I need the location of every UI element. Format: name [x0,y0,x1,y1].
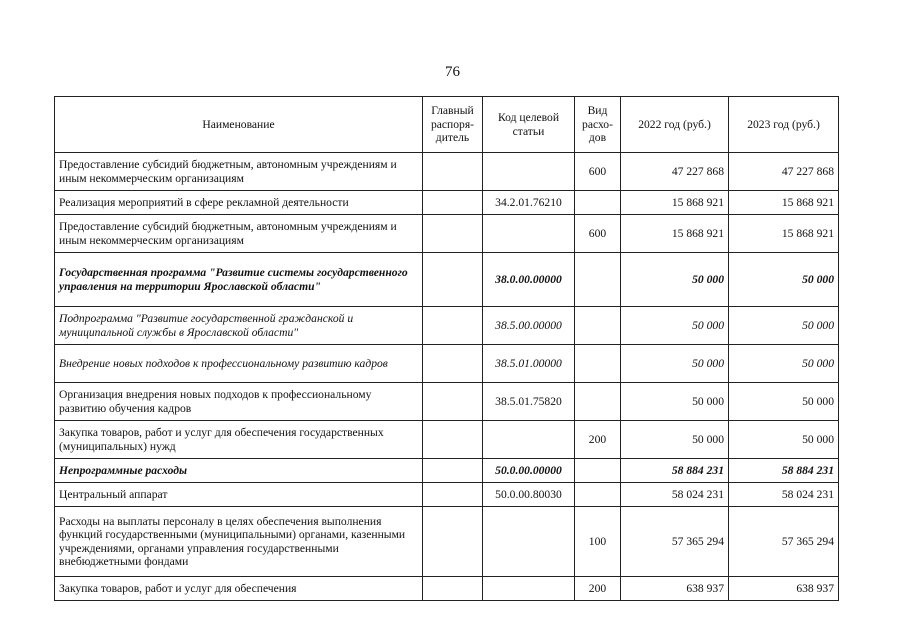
cell-year-2022: 15 868 921 [621,191,729,215]
cell-name: Организация внедрения новых подходов к профессиональному развитию обучения кадров [55,383,423,421]
cell-year-2023: 58 024 231 [729,483,839,507]
page-number: 76 [445,64,460,80]
cell-year-2022: 58 884 231 [621,459,729,483]
table-row [55,483,839,507]
budget-table [54,96,839,601]
cell-name: Закупка товаров, работ и услуг для обеспечения государственных (муниципальных) нужд [55,421,423,459]
cell-expense-type [575,253,621,307]
cell-name: Предоставление субсидий бюджетным, автономным учреждениям и иным некоммерческим организациям [55,153,423,191]
cell-name: Внедрение новых подходов к профессиональному развитию кадров [55,345,423,383]
table-row [55,383,839,421]
cell-year-2023: 15 868 921 [729,215,839,253]
cell-main-administrator [423,459,483,483]
cell-main-administrator [423,577,483,601]
table-row [55,421,839,459]
cell-target-code: 38.5.00.00000 [483,307,575,345]
cell-main-administrator [423,191,483,215]
cell-year-2022: 50 000 [621,383,729,421]
table-row [55,153,839,191]
cell-year-2023: 50 000 [729,307,839,345]
cell-name: Непрограммные расходы [55,459,423,483]
table-header-row [55,97,839,153]
cell-target-code [483,577,575,601]
cell-year-2023: 15 868 921 [729,191,839,215]
cell-year-2022: 50 000 [621,253,729,307]
cell-name: Государственная программа "Развитие системы государственного управления на территории Ярославской области" [55,253,423,307]
cell-target-code [483,215,575,253]
header-name: Наименование [55,97,423,153]
header-year-2023: 2023 год (руб.) [729,97,839,153]
header-expense-type: Вид расхо-дов [575,97,621,153]
cell-expense-type [575,383,621,421]
cell-main-administrator [423,383,483,421]
table-row [55,345,839,383]
cell-main-administrator [423,153,483,191]
cell-year-2023: 58 884 231 [729,459,839,483]
cell-year-2022: 58 024 231 [621,483,729,507]
cell-year-2022: 15 868 921 [621,215,729,253]
cell-expense-type [575,191,621,215]
cell-name: Предоставление субсидий бюджетным, автономным учреждениям и иным некоммерческим организациям [55,215,423,253]
cell-year-2023: 638 937 [729,577,839,601]
cell-target-code [483,507,575,577]
cell-year-2023: 50 000 [729,253,839,307]
cell-name: Центральный аппарат [55,483,423,507]
cell-name: Подпрограмма "Развитие государственной гражданской и муниципальной службы в Ярославской области" [55,307,423,345]
cell-target-code: 38.0.00.00000 [483,253,575,307]
cell-target-code [483,153,575,191]
cell-target-code: 38.5.01.75820 [483,383,575,421]
table-row [55,215,839,253]
cell-year-2023: 47 227 868 [729,153,839,191]
table-row [55,577,839,601]
cell-year-2022: 50 000 [621,421,729,459]
cell-main-administrator [423,507,483,577]
cell-name: Реализация мероприятий в сфере рекламной деятельности [55,191,423,215]
cell-year-2023: 50 000 [729,421,839,459]
cell-year-2022: 50 000 [621,307,729,345]
cell-main-administrator [423,253,483,307]
table-row [55,507,839,577]
cell-main-administrator [423,345,483,383]
cell-target-code: 34.2.01.76210 [483,191,575,215]
cell-expense-type [575,345,621,383]
cell-year-2023: 57 365 294 [729,507,839,577]
cell-expense-type [575,307,621,345]
cell-expense-type: 200 [575,421,621,459]
cell-year-2022: 50 000 [621,345,729,383]
cell-year-2023: 50 000 [729,345,839,383]
cell-expense-type: 200 [575,577,621,601]
cell-main-administrator [423,307,483,345]
cell-expense-type [575,483,621,507]
cell-main-administrator [423,421,483,459]
table-row [55,191,839,215]
header-year-2022: 2022 год (руб.) [621,97,729,153]
cell-expense-type [575,459,621,483]
header-target-code: Код целевой статьи [483,97,575,153]
table-row [55,253,839,307]
cell-year-2023: 50 000 [729,383,839,421]
cell-expense-type: 600 [575,215,621,253]
table-row [55,459,839,483]
cell-year-2022: 47 227 868 [621,153,729,191]
table-body [55,153,839,601]
cell-main-administrator [423,215,483,253]
cell-target-code [483,421,575,459]
cell-name: Расходы на выплаты персоналу в целях обеспечения выполнения функций государственными (муниципальными) органами, казенными учреждениями, органами управления государственными внебюджетными фондами [55,507,423,577]
cell-target-code: 50.0.00.80030 [483,483,575,507]
cell-target-code: 50.0.00.00000 [483,459,575,483]
cell-expense-type: 100 [575,507,621,577]
table-row [55,307,839,345]
cell-target-code: 38.5.01.00000 [483,345,575,383]
cell-year-2022: 57 365 294 [621,507,729,577]
cell-name: Закупка товаров, работ и услуг для обеспечения [55,577,423,601]
header-main-administrator: Главный распоря-дитель [423,97,483,153]
cell-expense-type: 600 [575,153,621,191]
cell-year-2022: 638 937 [621,577,729,601]
cell-main-administrator [423,483,483,507]
